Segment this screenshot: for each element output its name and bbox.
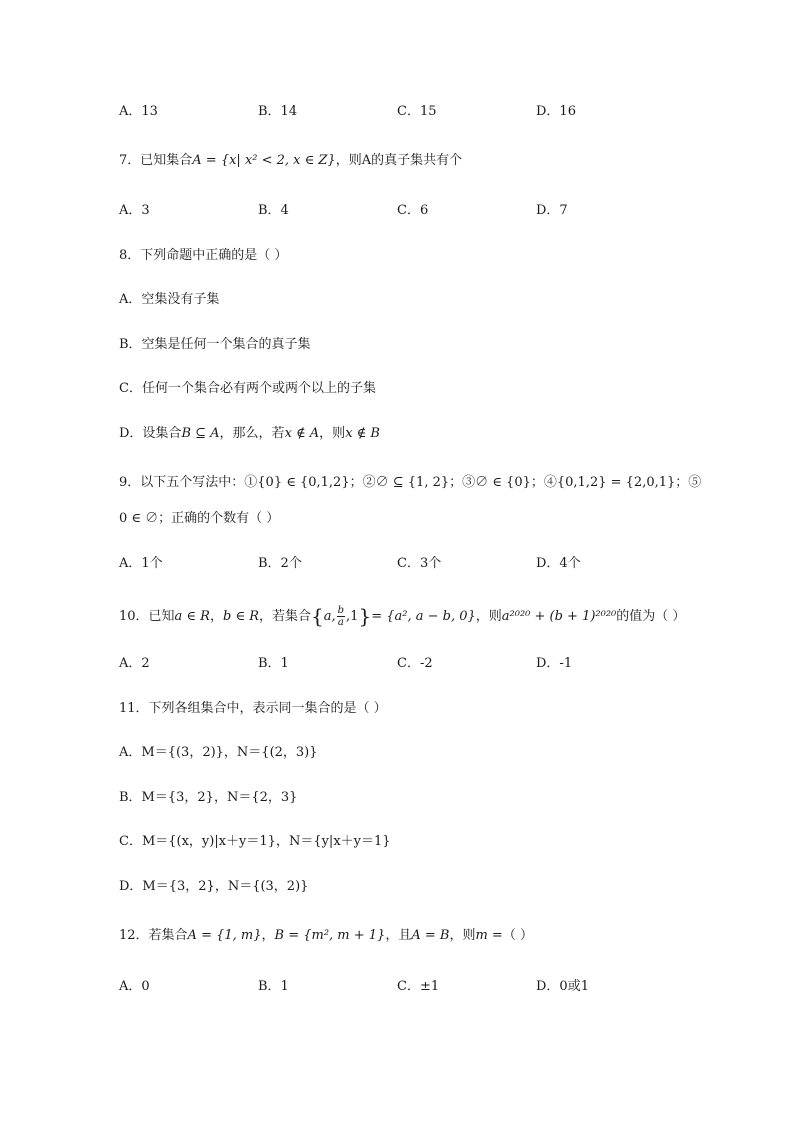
q10-set-a: a, (323, 609, 336, 624)
q11-choice-d[interactable]: D．M＝{3，2}，N＝{(3，2)} (119, 879, 309, 894)
q6-options (0, 102, 794, 122)
q6-option-d[interactable]: D．16 (536, 104, 576, 119)
q10-mid: ，若集合 (259, 609, 312, 624)
q12-math-m: m = (475, 928, 503, 943)
q12-math-equal: A = B (411, 928, 450, 943)
q9-option-a[interactable]: A．1个 (119, 556, 163, 571)
q9-expr-3: ∅ ∈ {0} (475, 475, 531, 490)
q9-suffix: ；正确的个数有（ ） (158, 511, 280, 526)
q9-stem-line2 (119, 509, 279, 529)
q7-stem (119, 151, 462, 171)
q9-option-d[interactable]: D．4个 (536, 556, 581, 571)
q8-choice-b[interactable]: B．空集是任何一个集合的真子集 (119, 337, 311, 352)
q12-option-a[interactable]: A．0 (119, 979, 150, 994)
q7-options (0, 201, 794, 221)
q9-sep-2: ；② (349, 475, 376, 490)
q7-option-a[interactable]: A．3 (119, 203, 150, 218)
q7-option-b[interactable]: B．4 (258, 203, 289, 218)
q8-stem: 8．下列命题中正确的是（ ） (119, 248, 288, 263)
q8-choice-a[interactable]: A．空集没有子集 (119, 292, 220, 307)
q9-expr-2: ∅ ⊆ {1, 2} (375, 475, 450, 490)
q10-suffix: 的值为（ ） (616, 609, 686, 624)
q11-choice-a[interactable]: A．M＝{(3，2)}，N＝{(2，3)} (119, 745, 318, 760)
q7-prefix: 7．已知集合 (119, 153, 193, 168)
q10-set-one: ,1 (346, 609, 359, 624)
q8-d-prefix: D．设集合 (119, 426, 182, 441)
q6-option-a[interactable]: A．13 (119, 104, 158, 119)
q8-d-mid2: ，则 (319, 426, 346, 441)
q9-option-b[interactable]: B．2个 (258, 556, 302, 571)
q10-set-b: = {a², a − b, 0} (371, 609, 476, 624)
q7-option-d[interactable]: D．7 (536, 203, 568, 218)
q10-option-c[interactable]: C．-2 (397, 656, 433, 671)
q8-choice-c[interactable]: C．任何一个集合必有两个或两个以上的子集 (119, 381, 376, 396)
q12-then: ，则 (449, 928, 476, 943)
q8-d-math-notin-b: x ∉ B (345, 426, 380, 441)
q9-sep-3: ；③ (449, 475, 476, 490)
q9-expr-5: 0 ∈ ∅ (119, 511, 159, 526)
q8-d-mid: ，那么，若 (219, 426, 285, 441)
q9-expr-1: {0} ∈ {0,1,2} (257, 475, 350, 490)
q7-suffix: ，则A的真子集共有个 (335, 153, 463, 168)
q12-sep: ， (261, 928, 275, 943)
q10-stem (119, 603, 685, 630)
q10-option-d[interactable]: D．-1 (536, 656, 573, 671)
q12-option-d[interactable]: D．0或1 (536, 979, 589, 994)
q11-stem: 11．下列各组集合中，表示同一集合的是（ ） (119, 701, 387, 716)
q12-suffix: （ ） (502, 928, 533, 943)
q10-fraction (337, 605, 345, 628)
q10-left-brace: { (311, 604, 324, 628)
q9-stem-line1 (119, 473, 701, 493)
q8-d-math-subset: B ⊆ A (181, 426, 220, 441)
q12-math-set-b: B = {m², m + 1} (274, 928, 386, 943)
q6-option-c[interactable]: C．15 (397, 104, 437, 119)
q10-math-b-in-r: b ∈ R (223, 609, 259, 624)
q9-expr-4: {0,1,2} = {2,0,1} (556, 475, 676, 490)
q12-math-set-a: A = {1, m} (187, 928, 262, 943)
q10-sep: ， (209, 609, 223, 624)
q12-mid: ，且 (385, 928, 412, 943)
q12-stem (119, 926, 533, 946)
q10-math-a-in-r: a ∈ R (174, 609, 210, 624)
q9-options (0, 554, 794, 574)
q12-option-b[interactable]: B．1 (258, 979, 289, 994)
q11-choice-c[interactable]: C．M＝{(x，y)|x＋y＝1}，N＝{y|x＋y＝1} (119, 834, 391, 849)
q10-option-b[interactable]: B．1 (258, 656, 289, 671)
q12-options (0, 977, 794, 997)
q6-option-b[interactable]: B．14 (258, 104, 298, 119)
q10-option-a[interactable]: A．2 (119, 656, 150, 671)
q9-prefix: 9．以下五个写法中：① (119, 475, 258, 490)
q7-option-c[interactable]: C．6 (397, 203, 429, 218)
q10-expression: a²⁰²⁰ + (b + 1)²⁰²⁰ (501, 609, 617, 624)
q10-prefix: 10．已知 (119, 609, 175, 624)
q10-fraction-denominator: a (337, 617, 344, 628)
q10-then: ，则 (475, 609, 502, 624)
q8-choice-d[interactable] (119, 424, 380, 444)
q11-choice-b[interactable]: B．M＝{3，2}，N＝{2，3} (119, 790, 298, 805)
q7-set-expression: A = {x| x² < 2, x ∈ Z} (192, 153, 336, 168)
q9-sep-4: ；④ (530, 475, 557, 490)
q12-prefix: 12．若集合 (119, 928, 188, 943)
q10-options (0, 654, 794, 674)
q9-option-c[interactable]: C．3个 (397, 556, 442, 571)
q10-right-brace: } (358, 604, 372, 628)
q12-option-c[interactable]: C．±1 (397, 979, 440, 994)
q8-d-math-notin-a: x ∉ A (284, 426, 320, 441)
q9-sep-5: ；⑤ (675, 475, 702, 490)
q10-fraction-numerator: b (337, 605, 345, 616)
